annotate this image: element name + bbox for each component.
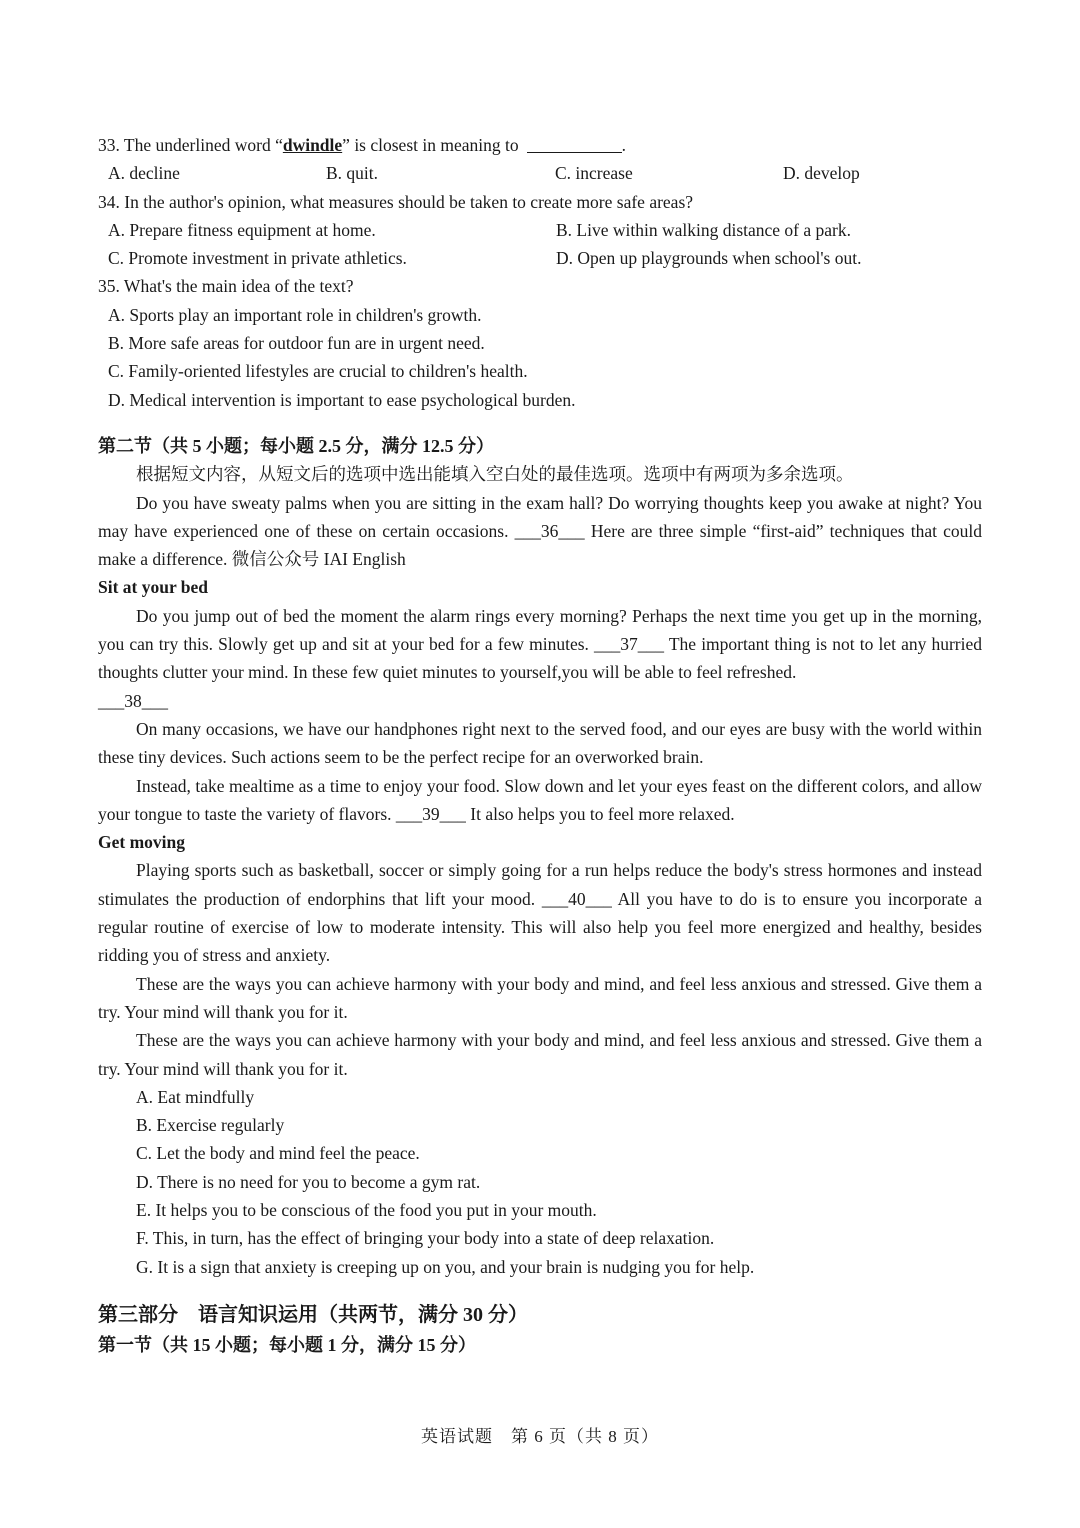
exam-page — [98, 131, 982, 1359]
q34-option-b[interactable]: B. Live within walking distance of a park. — [556, 219, 851, 240]
p3-text-b: It also helps you to feel more relaxed. — [470, 803, 735, 824]
q35-option-c[interactable]: C. Family-oriented lifestyles are crucial to children's health. — [108, 361, 528, 382]
p4-text-b: All you have to do is to ensure you incorporate a regular routine of exercise of low to moderate intensity. This will also help you feel more energized and healthy, besides ridding you of stress and anxiety. — [98, 888, 983, 966]
q34-options-row1 — [98, 216, 982, 244]
paragraph-4 — [98, 856, 982, 969]
page-footer: 英语试题 第 6 页（共 8 页） — [421, 1427, 659, 1446]
q33-options — [98, 159, 982, 187]
intro-paragraph — [98, 489, 982, 574]
blank-37[interactable]: ___37___ — [594, 634, 665, 655]
answer-blank — [527, 134, 622, 153]
p3-text-a: Instead, take mealtime as a time to enjoy your food. Slow down and let your eyes feast on the different colors, and allow your tongue to taste the variety of flavors. — [98, 775, 982, 824]
spacer — [98, 1281, 982, 1299]
option-g[interactable]: G. It is a sign that anxiety is creeping up on you, and your brain is nudging you for help. — [136, 1256, 755, 1277]
paragraph-3 — [98, 772, 982, 829]
q34-option-a[interactable]: A. Prepare fitness equipment at home. — [108, 219, 376, 240]
watermark-text: 微信公众号 IAI English — [231, 549, 406, 570]
p1-text-b: The important thing is not to let any hurried thoughts clutter your mind. In these few quiet minutes to yourself,you will be able to feel refreshed. — [98, 634, 982, 683]
q33-option-c[interactable]: C. increase — [555, 163, 633, 184]
paragraph-1 — [98, 602, 982, 687]
q33-underlined-word: dwindle — [282, 135, 343, 155]
spacer — [98, 414, 982, 432]
option-e[interactable]: E. It helps you to be conscious of the food you put in your mouth. — [136, 1199, 597, 1220]
intro-text-a: Do you have sweaty palms when you are sitting in the exam hall? Do worrying thoughts keep you awake at night? You may have experienced one of these on certain occasions. — [98, 492, 982, 541]
option-d[interactable]: D. There is no need for you to become a gym rat. — [136, 1171, 481, 1192]
p4-text-a: Playing sports such as basketball, soccer or simply going for a run helps reduce the body's stress hormones and instead stimulates the production of endorphins that lift your mood. — [98, 860, 982, 909]
paragraph-6: These are the ways you can achieve harmony with your body and mind, and feel less anxious and stressed. Give them a try. Your mind will thank you for it. — [98, 1030, 982, 1079]
q35-option-a[interactable]: A. Sports play an important role in children's growth. — [108, 304, 482, 325]
q34-options-row2 — [98, 244, 982, 272]
intro-text-b: Here are three simple “first-aid” techniques that could make a difference. — [98, 520, 983, 570]
q34-option-d[interactable]: D. Open up playgrounds when school's out. — [556, 248, 862, 269]
question-33 — [98, 131, 982, 159]
subheading-get-moving: Get moving — [98, 832, 186, 853]
blank-40[interactable]: ___40___ — [541, 888, 612, 909]
q34-option-c[interactable]: C. Promote investment in private athletics. — [108, 248, 407, 269]
q33-option-d[interactable]: D. develop — [783, 163, 860, 184]
option-b[interactable]: B. Exercise regularly — [136, 1115, 285, 1136]
q35-option-b[interactable]: B. More safe areas for outdoor fun are in urgent need. — [108, 333, 485, 354]
section-2-instruction: 根据短文内容，从短文后的选项中选出能填入空白处的最佳选项。选项中有两项为多余选项。 — [136, 464, 854, 485]
paragraph-5: These are the ways you can achieve harmony with your body and mind, and feel less anxious and stressed. Give them a try. Your mind will thank you for it. — [98, 973, 982, 1022]
section-2-heading: 第二节（共 5 小题；每小题 2.5 分，满分 12.5 分） — [98, 435, 494, 456]
blank-36[interactable]: ___36___ — [514, 520, 585, 541]
paragraph-2: On many occasions, we have our handphones right next to the served food, and our eyes are busy with the world within these tiny devices. Such actions seem to be the perfect recipe for an overworked brain. — [98, 718, 982, 768]
q33-end: . — [621, 135, 626, 155]
option-c[interactable]: C. Let the body and mind feel the peace. — [136, 1143, 420, 1164]
blank-39[interactable]: ___39___ — [395, 803, 466, 824]
subheading-sit-at-your-bed: Sit at your bed — [98, 577, 209, 598]
blank-38[interactable]: ___38___ — [98, 690, 168, 711]
question-35: 35. What's the main idea of the text? — [98, 276, 354, 297]
p1-text-a: Do you jump out of bed the moment the alarm rings every morning? Perhaps the next time you get up in the morning, you can try this. Slowly get up and sit at your bed for a few minutes. — [98, 605, 982, 655]
q33-option-b[interactable]: B. quit. — [326, 163, 379, 184]
question-34: 34. In the author's opinion, what measures should be taken to create more safe areas? — [98, 191, 694, 212]
part-3-heading: 第三部分 语言知识运用（共两节，满分 30 分） — [98, 1303, 528, 1326]
option-f[interactable]: F. This, in turn, has the effect of bringing your body into a state of deep relaxation. — [136, 1228, 715, 1249]
q35-option-d[interactable]: D. Medical intervention is important to ease psychological burden. — [108, 389, 576, 410]
part-3-subheading: 第一节（共 15 小题；每小题 1 分，满分 15 分） — [98, 1334, 476, 1355]
option-a[interactable]: A. Eat mindfully — [136, 1086, 255, 1107]
q33-suffix: ” is closest in meaning to — [342, 135, 519, 155]
q33-option-a[interactable]: A. decline — [108, 163, 180, 184]
q33-prefix: 33. The underlined word “ — [98, 135, 283, 155]
